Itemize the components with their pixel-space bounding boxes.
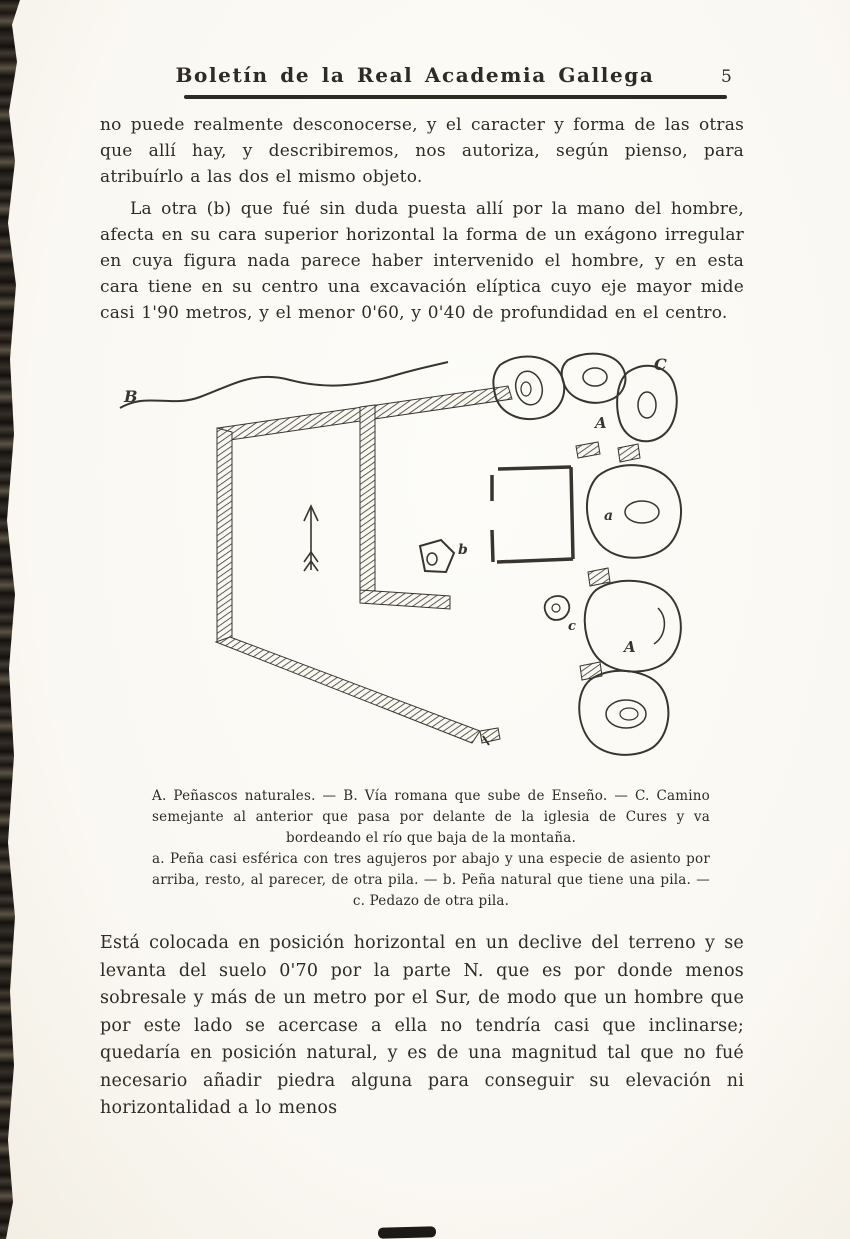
caption-lowercase-legend: a. Peña casi esférica con tres agujeros por abajo y una especie de asiento por arriba, resto, al parecer, de otra pila. — b. Peña natural que tiene una pila. — c. Pedazo de otra pila.	[152, 851, 710, 909]
label-C: C	[654, 355, 667, 374]
paragraph-1: no puede realmente desconocerse, y el caracter y forma de las otras que allí hay, y describiremos, nos autoriza, según pienso, para atribuírlo a las dos el mismo objeto.	[100, 115, 744, 187]
north-arrow	[304, 506, 318, 571]
paragraph-2: La otra (b) que fué sin duda puesta allí por la mano del hombre, afecta en su cara superior horizontal la forma de un exágono irregular en cuya figura nada parece haber intervenido el hombre, y en esta cara tiene en su centro una excavación elíptica cuyo eje mayor mide casi 1'90 metros, y el menor 0'60, y 0'40 de profundidad en el centro.	[100, 199, 744, 323]
label-A-top: A	[595, 414, 607, 432]
wall-bottom	[216, 637, 480, 743]
label-b: b	[458, 542, 468, 558]
enclosure-walls	[216, 386, 640, 743]
boulder-top-2	[562, 354, 626, 403]
rock-joint-4	[580, 662, 602, 680]
paragraph-3: Está colocada en posición horizontal en un declive del terreno y se levanta del suelo 0'70 por la parte N. que es por donde menos sobresale y más de un metro por el Sur, de modo que un hombre que por este lado se acercase a ella no tendría casi que inclinarse; quedaría en posición natural, y es de una magnitud tal que no fué necesario añadir piedra alguna para conseguir su elevación ni horizontalidad a lo menos	[100, 933, 744, 1118]
label-c: c	[568, 619, 576, 634]
boulder-bottom	[579, 671, 668, 755]
wall-inner-stub	[360, 590, 450, 609]
rock-fragment-c	[545, 596, 570, 620]
boulder-a	[587, 465, 681, 558]
plan-figure	[98, 350, 726, 770]
scan-mark-bottom	[378, 1226, 436, 1239]
page-number: 5	[721, 67, 732, 87]
roman-road-line	[120, 362, 448, 408]
rock-joint-3	[588, 568, 610, 586]
caption-uppercase-legend: A. Peñascos naturales. — B. Vía romana que sube de Enseño. — C. Camino semejante al anterior que pasa por delante de la iglesia de Cures y va bordeando el río que baja de la montaña.	[152, 788, 710, 846]
journal-title: Boletín de la Real Academia Gallega	[175, 63, 655, 87]
label-a: a	[604, 508, 614, 524]
rock-joint-2	[618, 444, 640, 462]
rock-joint-1	[576, 442, 600, 458]
wall-bottom-right	[480, 728, 500, 743]
label-A-lower: A	[624, 638, 636, 656]
label-B: B	[124, 387, 138, 406]
header-rule	[184, 95, 727, 99]
rock-b	[420, 540, 454, 572]
boulder-lower	[585, 581, 681, 672]
figure-caption	[152, 786, 710, 912]
square-structure	[492, 467, 573, 562]
boulders	[483, 354, 681, 755]
scan-edge-artifact	[0, 0, 22, 1239]
plan-drawing	[98, 350, 726, 770]
wall-inner-vertical	[360, 405, 375, 598]
wall-left	[217, 428, 232, 642]
